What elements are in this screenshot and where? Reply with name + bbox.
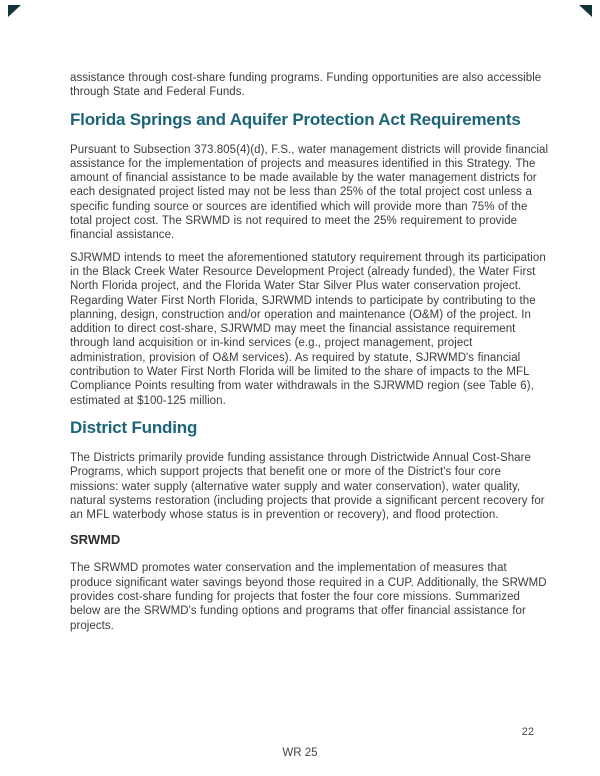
paragraph-district-cost-share: The Districts primarily provide funding assistance through Districtwide Annual Cost-Share Programs, which support projects that benefit one or more of the District's four core missions: water supply (alternative water supply and water conservation), water quality, natural systems restoration (including projects that provide a significant percent recovery for an MFL waterbody whose status is in prevention or recovery), and flood protection.: [70, 451, 545, 522]
intro-paragraph: assistance through cost-share funding programs. Funding opportunities are also accessible through State and Federal Funds.: [70, 72, 542, 99]
page-content: [70, 71, 550, 641]
paragraph-srwmd-funding-options: The SRWMD promotes water conservation and the implementation of measures that produce significant water savings beyond those required in a CUP. Additionally, the SRWMD provides cost-share funding for projects that foster the four core missions. Summarized below are the SRWMD's funding options and programs that offer financial assistance for projects.: [70, 562, 547, 632]
footer-doc-code: WR 25: [282, 747, 318, 759]
heading-district-funding: District Funding: [70, 417, 198, 437]
paragraph-pursuant-subsection: Pursuant to Subsection 373.805(4)(d), F.S., water management districts will provide financial assistance for the implementation of projects and measures identified in this Strategy. The amount of financial assistance to be made available by the water management districts for each designated project listed may not be less than 25% of the total project cost unless a specific funding source or sources are identified which will provide more than 75% of the total project cost. The SRWMD is not required to meet the 25% requirement to provide financial assistance.: [70, 143, 549, 242]
corner-triangle-right-icon: [579, 5, 592, 17]
paragraph-sjrwmd-statutory-requirement: SJRWMD intends to meet the aforementioned statutory requirement through its participation in the Black Creek Water Resource Development Project (already funded), the Water First North Florida project, and the Florida Water Star Silver Plus water conservation project. Regarding Water First North Florida, SJRWMD intends to participate by contributing to the planning, design, construction and/or operation and maintenance (O&M) of the project. In addition to direct cost-share, SJRWMD may meet the financial assistance requirement through land acquisition or in-kind services (e.g., project management, project administration, provision of O&M services). As required by statute, SJRWMD's financial contribution to Water First North Florida will be limited to the share of impacts to the MFL Compliance Points resulting from water withdrawals in the SJRWMD region (see Table 6), estimated at $100-125 million.: [70, 251, 546, 407]
heading-florida-springs-act: Florida Springs and Aquifer Protection Act Requirements: [70, 109, 521, 129]
subheading-srwmd: SRWMD: [70, 532, 121, 548]
corner-triangle-left-icon: [8, 5, 21, 17]
page-number: 22: [521, 726, 534, 738]
